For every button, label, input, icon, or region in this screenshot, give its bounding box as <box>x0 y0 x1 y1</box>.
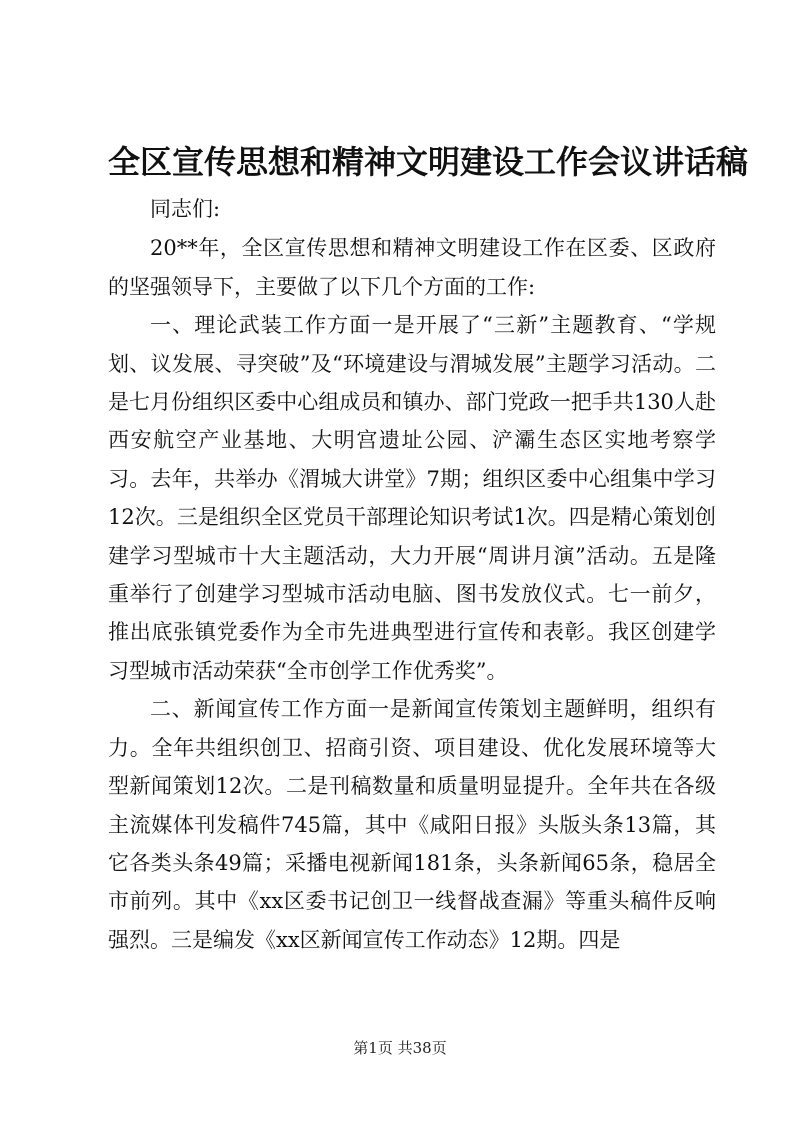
paragraph-theory-work: 一、理论武装工作方面一是开展了“三新”主题教育、“学规划、议发展、寻突破”及“环境建设与渭城发展”主题学习活动。二是七月份组织区委中心组成员和镇办、部门党政一把手共130人赴西安航空产业基地、大明宫遗址公园、浐灞生态区实地考察学习。去年，共举办《渭城大讲堂》7期；组织区委中心组集中学习12次。三是组织全区党员干部理论知识考试1次。四是精心策划创建学习型城市十大主题活动，大力开展“周讲月演”活动。五是隆重举行了创建学习型城市活动电脑、图书发放仪式。七一前夕，推出底张镇党委作为全市先进典型进行宣传和表彰。我区创建学习型城市活动荣获“全市创学工作优秀奖”。 <box>108 313 716 683</box>
document-title: 全区宣传思想和精神文明建设工作会议讲话稿 <box>108 143 749 181</box>
paragraph-news-work: 二、新闻宣传工作方面一是新闻宣传策划主题鲜明，组织有力。全年共组织创卫、招商引资、项目建设、优化发展环境等大型新闻策划12次。二是刊稿数量和质量明显提升。全年共在各级主流媒体刊发稿件745篇，其中《咸阳日报》头版头条13篇，其它各类头条49篇；采播电视新闻181条，头条新闻65条，稳居全市前列。其中《xx区委书记创卫一线督战查漏》等重头稿件反响强烈。三是编发《xx区新闻宣传工作动态》12期。四是 <box>108 697 716 952</box>
document-body <box>108 190 716 959</box>
paragraph-intro: 20**年，全区宣传思想和精神文明建设工作在区委、区政府的坚强领导下，主要做了以下几个方面的工作: <box>108 236 716 299</box>
greeting: 同志们: <box>150 197 221 221</box>
page-number-footer: 第1页 共38页 <box>353 1039 447 1057</box>
